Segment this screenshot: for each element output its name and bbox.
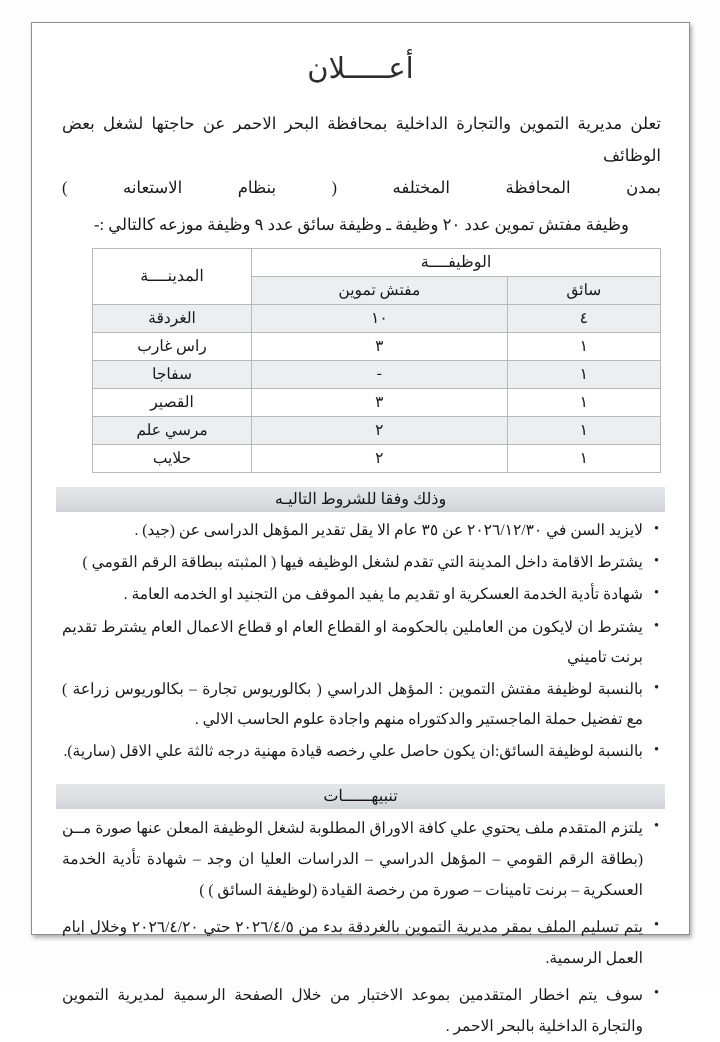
cell-driver: ١ — [507, 388, 660, 416]
intro-line-1: تعلن مديرية التموين والتجارة الداخلية بمحافظة البحر الاحمر عن حاجتها لشغل بعض الوظائف — [62, 114, 661, 166]
notices-section — [32, 813, 689, 1042]
column-header-inspector: مفتش تموين — [252, 276, 508, 304]
conditions-list — [62, 516, 659, 768]
page-title: أعـــــلان — [307, 53, 414, 85]
cell-inspector: ٣ — [252, 332, 508, 360]
list-item: ● سوف يتم اخطار المتقدمين بموعد الاختبار من خلال الصفحة الرسمية لمديرية التموين والتجارة الداخلية بالبحر الاحمر . — [62, 980, 659, 1042]
cell-city: القصير — [93, 388, 252, 416]
list-item: ● يشترط ان لايكون من العاملين بالحكومة او القطاع العام او قطاع الاعمال العام يشترط تقديم برنت تاميني — [62, 613, 659, 673]
cell-city: مرسي علم — [93, 416, 252, 444]
intro-line-2: بمدن المحافظة المختلفه ( بنظام الاستعانه ) — [62, 178, 661, 198]
list-item: ● لايزيد السن في ٢٠٢٦/١٢/٣٠ عن ٣٥ عام الا يقل تقدير المؤهل الدراسى عن (جيد) . — [62, 516, 659, 546]
jobs-table-head — [93, 248, 661, 304]
column-header-driver: سائق — [507, 276, 660, 304]
list-item: ● شهادة تأدية الخدمة العسكرية او تقديم ما يفيد الموقف من التجنيد او الخدمه العامة . — [62, 580, 659, 610]
cell-inspector: ٣ — [252, 388, 508, 416]
cell-inspector: ٢ — [252, 416, 508, 444]
cell-driver: ٤ — [507, 304, 660, 332]
cell-city: حلايب — [93, 444, 252, 472]
jobs-table-container — [92, 248, 661, 473]
cell-city: الغردقة — [93, 304, 252, 332]
page-content — [32, 23, 689, 1035]
table-row — [93, 332, 661, 360]
jobs-table — [92, 248, 661, 473]
list-item: ● يتم تسليم الملف بمقر مديرية التموين بالغردقة بدء من ٢٠٢٦/٤/٥ حتي ٢٠٢٦/٤/٢٠ وخلال ايام العمل الرسمية. — [62, 912, 659, 974]
conditions-heading-band: وذلك وفقا للشروط التاليـه — [56, 487, 665, 512]
notices-list — [62, 813, 659, 1042]
list-item: ● يشترط الاقامة داخل المدينة التي تقدم لشغل الوظيفه فيها ( المثبته ببطاقة الرقم القومي ) — [62, 548, 659, 578]
cell-driver: ١ — [507, 444, 660, 472]
notices-heading-band: تنبيهــــــات — [56, 784, 665, 809]
cell-driver: ١ — [507, 416, 660, 444]
table-row — [93, 360, 661, 388]
jobs-table-header-row — [93, 248, 661, 276]
intro-job-counts: وظيفة مفتش تموين عدد ٢٠ وظيفة ـ وظيفة سائق عدد ٩ وظيفة موزعه كالتالي :- — [93, 214, 630, 234]
cell-city: راس غارب — [93, 332, 252, 360]
jobs-table-body — [93, 304, 661, 472]
cell-driver: ١ — [507, 332, 660, 360]
list-item: ● بالنسبة لوظيفة السائق:ان يكون حاصل علي رخصه قيادة مهنية درجه ثالثة علي الاقل (سارية). — [62, 737, 659, 767]
table-row — [93, 416, 661, 444]
cell-city: سفاجا — [93, 360, 252, 388]
cell-inspector: - — [252, 360, 508, 388]
table-row — [93, 444, 661, 472]
table-row — [93, 388, 661, 416]
column-header-job: الوظيفــــة — [252, 248, 661, 276]
cell-driver: ١ — [507, 360, 660, 388]
cell-inspector: ٢ — [252, 444, 508, 472]
cell-inspector: ١٠ — [252, 304, 508, 332]
list-item: ● بالنسبة لوظيفة مفتش التموين : المؤهل الدراسي ( بكالوريوس تجارة – بكالوريوس زراعة ) مع تفضيل حملة الماجستير والدكتوراه منهم واجادة علوم الحاسب الالي . — [62, 675, 659, 735]
table-row — [93, 304, 661, 332]
column-header-city: المدينــــة — [93, 248, 252, 304]
scanned-page-sheet — [31, 22, 690, 1035]
list-item: ● يلتزم المتقدم ملف يحتوي علي كافة الاوراق المطلوبة لشغل الوظيفة المعلن عنها صورة مــن (بطاقة الرقم القومي – المؤهل الدراسي – الدراسات العليا ان وجد – شهادة تأدية الخدمة العسكرية – برنت تامينات – صورة من رخصة القيادة (لوظيفة السائق ) ) — [62, 813, 659, 906]
intro-paragraph — [62, 108, 661, 205]
